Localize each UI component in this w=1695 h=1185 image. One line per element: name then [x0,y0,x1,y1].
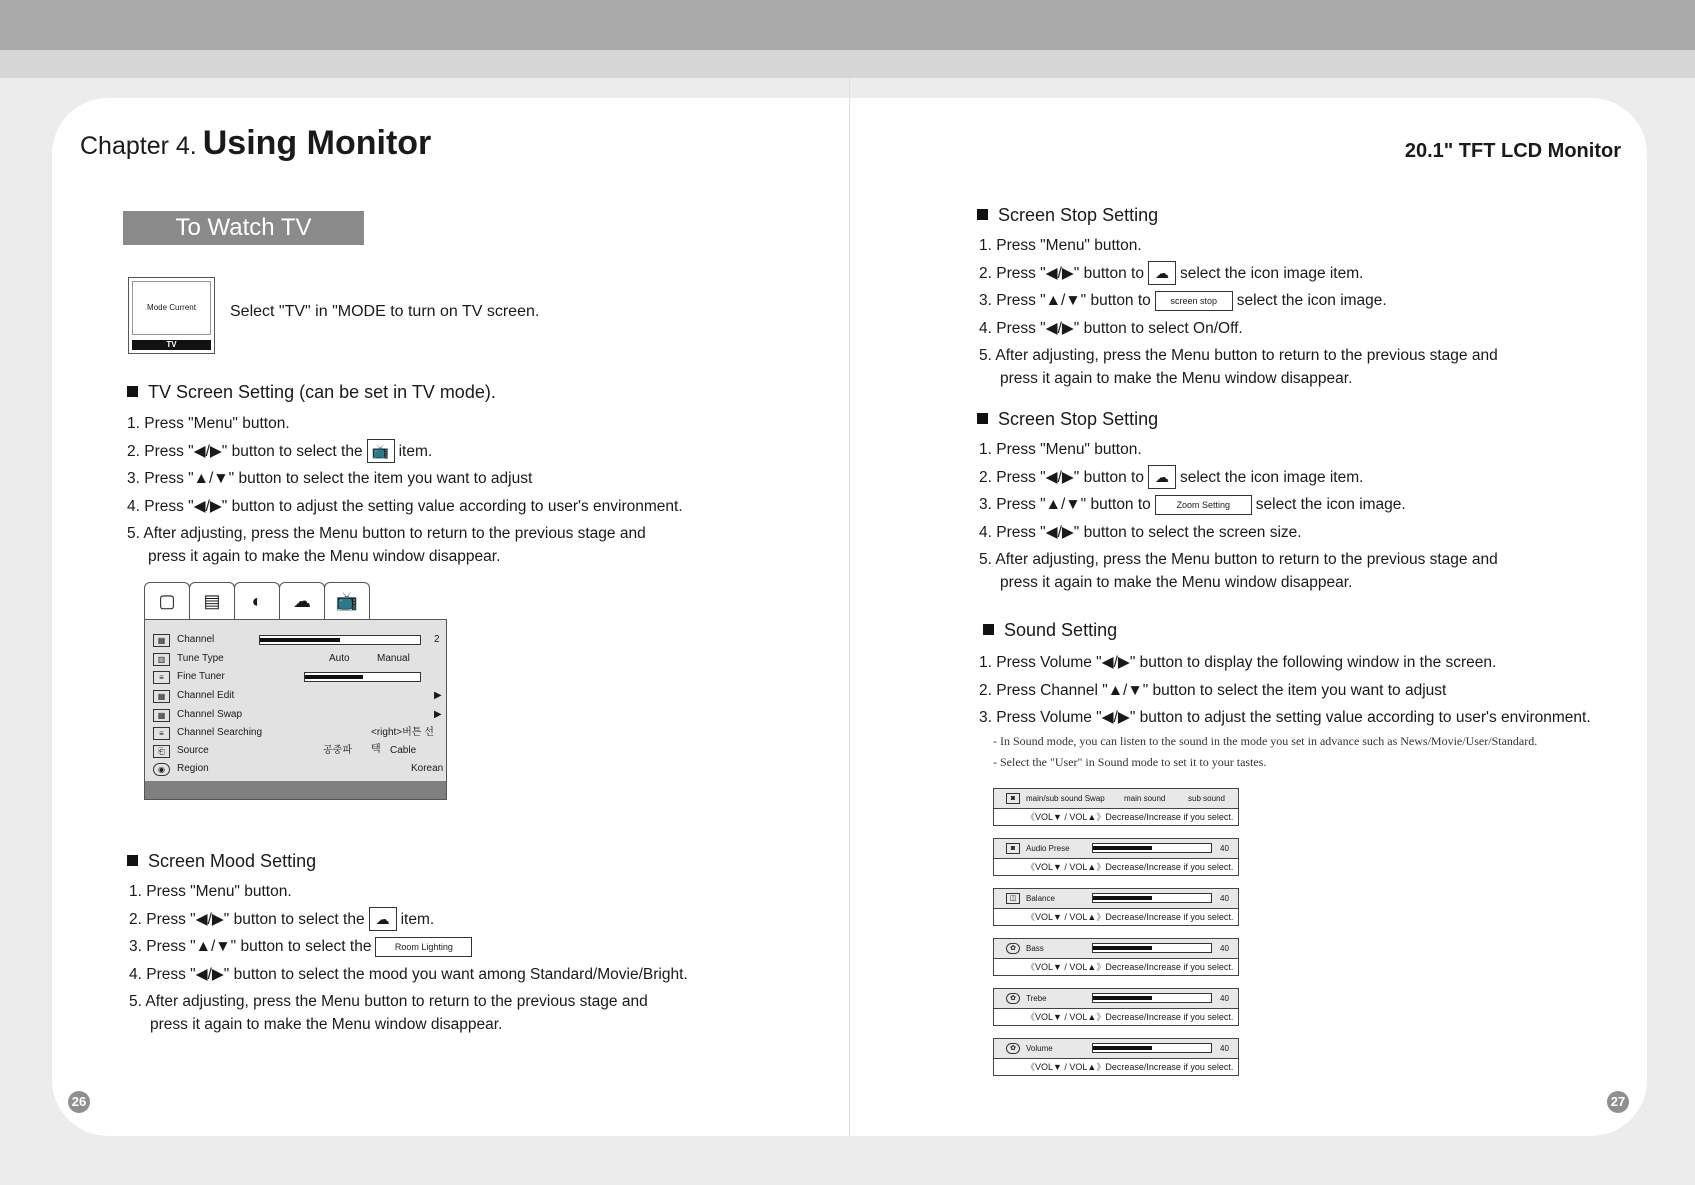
level-bar-fill [1093,1046,1152,1050]
bullet-square-icon [127,855,138,866]
sound-title: Sound Setting [1004,620,1118,640]
menu-row [153,631,440,648]
sound-box-option: main sound [1124,794,1166,803]
step-text: 2. Press "◀/▶" button to [979,468,1144,486]
step [979,287,1498,315]
menu-row-value: Manual [377,653,410,664]
step: 4. Press "◀/▶" button to adjust the setting value according to user's environment. [127,497,683,515]
sound-notes [993,731,1537,773]
channel-search-icon: ≡ [153,727,170,740]
menu-row-value: Cable [390,745,417,756]
hint-text: 《VOL▼ / VOL▲》Decrease/Increase if you select. [1026,1012,1234,1022]
page-number-right: 27 [1607,1091,1629,1113]
step: 1. Press "Menu" button. [129,883,292,900]
step: 1. Press "Menu" button. [979,441,1142,458]
mode-box-label: Mode Current [132,281,211,335]
stop1-steps [979,232,1498,392]
step: 5. After adjusting, press the Menu button to return to the previous stage and [979,551,1498,568]
hint-text: 《VOL▼ / VOL▲》Decrease/Increase if you select. [1026,862,1234,872]
level-value: 40 [1220,994,1229,1003]
menu-row-value: Korean [411,763,444,774]
sound-box-header [994,939,1238,959]
step: 3. Press "▲/▼" button to select the item you want to adjust [127,470,533,487]
step-text: 3. Press "▲/▼" button to select the [129,938,372,955]
bullet-square-icon [977,209,988,220]
balance-icon: ◫ [1006,893,1020,904]
channel-bar [259,635,421,645]
menu-row [153,760,444,777]
channel-swap-icon: ▦ [153,709,170,722]
sound-box-swap [993,788,1239,826]
room-lighting-icon: Room Lighting [375,937,472,957]
fine-tuner-icon: ≡ [153,671,170,684]
page-number-left: 26 [68,1091,90,1113]
menu-row-label: Channel Swap [177,709,243,720]
menu-row-value: <right>버튼 선택 [371,727,434,755]
menu-footer-bar [145,781,446,799]
sound-box-header [994,839,1238,859]
menu-row-value: Auto [329,653,350,664]
menu-row-label: Tune Type [177,653,224,664]
step-continuation: press it again to make the Menu window disappear. [1000,573,1353,591]
source-icon: ⎗ [153,745,170,758]
sound-box-label: Trebe [1026,994,1047,1003]
mode-instruction: Select "TV" in "MODE to turn on TV screen. [230,303,540,320]
menu-row-label: Region [177,763,209,774]
mood-cloud-icon: ☁ [369,907,397,931]
sound-box-label: Volume [1026,1044,1053,1053]
menu-row-label: Channel Searching [177,727,263,738]
channel-bar-fill [260,638,340,642]
hint-text: 《VOL▼ / VOL▲》Decrease/Increase if you select. [1026,812,1234,822]
level-bar-fill [1093,846,1152,850]
stop2-title: Screen Stop Setting [998,409,1159,429]
step: 3. Press Volume "◀/▶" button to adjust the setting value according to user's environment. [979,709,1591,726]
hint-text: 《VOL▼ / VOL▲》Decrease/Increase if you select. [1026,1062,1234,1072]
step [127,438,683,466]
product-title: 20.1" TFT LCD Monitor [1404,140,1621,162]
screen-mood-heading [127,851,316,872]
step: 4. Press "◀/▶" button to select the screen size. [979,523,1302,541]
menu-row [153,650,440,667]
chapter-title: Using Monitor [202,124,432,162]
sound-box-treble [993,988,1239,1026]
fine-tuner-bar-fill [305,675,363,679]
step: 1. Press "Menu" button. [127,415,290,432]
sound-box-bass [993,938,1239,976]
step: 5. After adjusting, press the Menu button to return to the previous stage and [127,525,646,542]
sound-box-header [994,789,1238,809]
tv-tab-icon: 📺 [324,582,370,620]
screen-stop-heading-2 [977,409,1158,430]
bullet-square-icon [127,386,138,397]
level-bar-fill [1093,996,1152,1000]
step: 5. After adjusting, press the Menu button to return to the previous stage and [129,993,648,1010]
audio-preset-icon: ◙ [1006,843,1020,854]
step: 5. After adjusting, press the Menu button to return to the previous stage and [979,347,1498,364]
mood-section-steps [129,878,688,1038]
step [129,933,688,961]
sound-box-header [994,889,1238,909]
level-value: 40 [1220,844,1229,853]
picture-tab-icon: ▤ [189,582,235,620]
sound-box-balance [993,888,1239,926]
step: 1. Press Volume "◀/▶" button to display the following window in the screen. [979,654,1497,671]
top-band [0,0,1695,50]
hint-text: 《VOL▼ / VOL▲》Decrease/Increase if you select. [1026,912,1234,922]
channel-icon: ▦ [153,634,170,647]
step [979,464,1498,492]
tune-type-icon: ▥ [153,653,170,666]
region-globe-icon: ◉ [153,763,170,776]
step-text: select the icon image item. [1179,264,1364,282]
menu-row [153,742,440,759]
level-bar [1092,1043,1212,1053]
sound-box-hint [994,809,1238,826]
screen-stop-heading-1 [977,205,1158,226]
step-text: item. [400,910,435,928]
menu-row-label: Channel [177,634,215,645]
menu-row-label: Fine Tuner [177,671,225,682]
step-text: 2. Press "◀/▶" button to select the [129,910,365,928]
chapter-prefix: Chapter 4. [80,132,197,160]
step: 1. Press "Menu" button. [979,237,1142,254]
volume-icon: ✿ [1006,1043,1020,1054]
step-continuation: press it again to make the Menu window disappear. [148,547,501,565]
sound-swap-icon: ◙ [1006,793,1020,804]
level-bar [1092,843,1212,853]
bullet-square-icon [977,413,988,424]
tv-icon: 📺 [367,439,395,463]
note: - In Sound mode, you can listen to the sound in the mode you set in advance such as News/Movie/User/Standard. [993,734,1538,748]
step-text: 2. Press "◀/▶" button to select the [127,442,363,460]
step-text: 3. Press "▲/▼" button to [979,496,1151,513]
screen-stop-icon: screen stop [1155,291,1233,311]
sound-box-hint [994,1059,1238,1076]
sound-box-label: main/sub sound Swap [1026,794,1105,803]
treble-icon: ✿ [1006,993,1020,1004]
top-band-lower [0,50,1695,78]
step: 2. Press Channel "▲/▼" button to select the item you want to adjust [979,681,1447,699]
sound-box-hint [994,1009,1238,1026]
step [979,491,1498,519]
sound-tab-icon: ◐ [234,582,280,620]
setup-tab-icon: ☁ [279,582,325,620]
step-text: select the icon image item. [1179,468,1364,486]
menu-row [153,687,440,704]
step-continuation: press it again to make the Menu window disappear. [150,1015,503,1033]
tv-menu-window [144,582,447,800]
right-arrow-icon: ▶ [434,690,442,701]
step-text: select the icon image. [1236,292,1387,309]
sound-box-label: Balance [1026,894,1055,903]
right-arrow-icon: ▶ [434,709,442,720]
step [979,260,1498,288]
sound-box-hint [994,959,1238,976]
menu-row-value: 2 [434,634,440,645]
sound-box-label: Bass [1026,944,1044,953]
menu-panel [144,619,447,800]
sound-box-volume [993,1038,1239,1076]
tv-section-title: TV Screen Setting (can be set in TV mode). [148,382,496,402]
bullet-square-icon [983,624,994,635]
sound-setting-heading [983,620,1117,641]
menu-row [153,668,440,685]
sound-box-hint [994,859,1238,876]
level-bar-fill [1093,896,1152,900]
level-value: 40 [1220,944,1229,953]
level-value: 40 [1220,1044,1229,1053]
sound-box-header [994,1039,1238,1059]
mode-box [128,277,215,354]
level-bar [1092,993,1212,1003]
step-continuation: press it again to make the Menu window disappear. [1000,369,1353,387]
step-text: select the icon image. [1255,496,1406,513]
stop2-steps [979,436,1498,596]
sound-steps [979,649,1591,732]
level-bar-fill [1093,946,1152,950]
note: - Select the "User" in Sound mode to set it to your tastes. [993,755,1267,769]
section-banner: To Watch TV [123,211,364,245]
cloud-icon: ☁ [1148,261,1176,285]
level-bar [1092,943,1212,953]
channel-edit-icon: ▦ [153,690,170,703]
tv-section-steps [127,410,683,570]
hint-text: 《VOL▼ / VOL▲》Decrease/Increase if you select. [1026,962,1234,972]
cloud-icon: ☁ [1148,465,1176,489]
menu-row-label: Source [177,745,209,756]
mode-box-value: TV [132,340,211,350]
menu-row [153,706,440,723]
step-text: 3. Press "▲/▼" button to [979,292,1151,309]
level-value: 40 [1220,894,1229,903]
tv-screen-setting-heading [127,382,496,403]
step [129,906,688,934]
sound-box-header [994,989,1238,1009]
bass-icon: ✿ [1006,943,1020,954]
step-text: 2. Press "◀/▶" button to [979,264,1144,282]
level-bar [1092,893,1212,903]
step: 4. Press "◀/▶" button to select the mood you want among Standard/Movie/Bright. [129,965,688,983]
sound-box-hint [994,909,1238,926]
page-spine [849,78,850,1136]
fine-tuner-bar [304,672,421,682]
chapter-heading [80,124,431,163]
step: 4. Press "◀/▶" button to select On/Off. [979,319,1243,337]
screen-tab-icon: ▢ [144,582,190,620]
zoom-setting-icon: Zoom Setting [1155,495,1252,515]
menu-row-value: 공중파 [323,745,352,756]
sound-box-label: Audio Prese [1026,844,1070,853]
step-text: item. [398,442,433,460]
stop1-title: Screen Stop Setting [998,205,1159,225]
mood-section-title: Screen Mood Setting [148,851,317,871]
menu-row-label: Channel Edit [177,690,235,701]
sound-box-option: sub sound [1188,794,1225,803]
sound-box-audio-preset [993,838,1239,876]
